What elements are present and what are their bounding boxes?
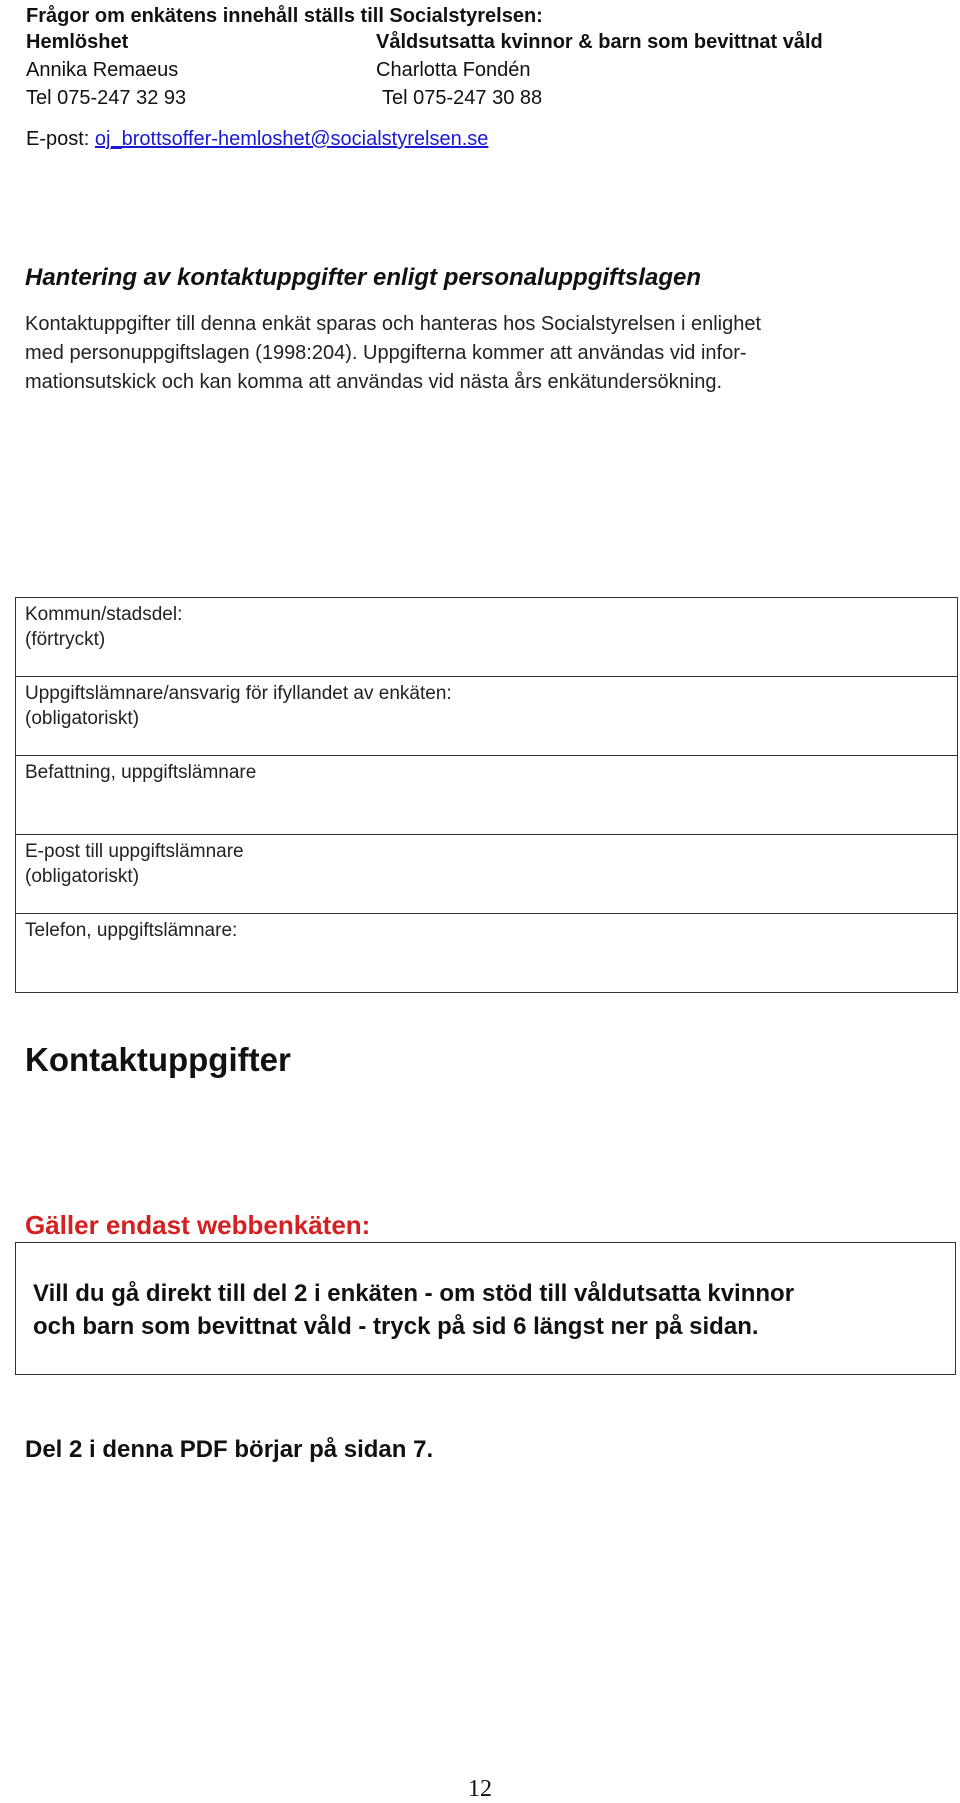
form-row[interactable] — [16, 598, 958, 677]
form-cell[interactable] — [16, 756, 958, 835]
contact-right-name: Charlotta Fondén — [376, 59, 531, 81]
contact-right-phone: Tel 075-247 30 88 — [382, 87, 543, 109]
part2-note: Del 2 i denna PDF börjar på sidan 7. — [25, 1436, 434, 1463]
email-row — [26, 126, 488, 152]
web-notice-line: Vill du gå direkt till del 2 i enkäten - om stöd till våldutsatta kvinnor — [33, 1280, 795, 1307]
form-field-label: Telefon, uppgiftslämnare: — [25, 920, 238, 941]
privacy-line: mationsutskick och kan komma att användas vid nästa års enkätundersökning. — [25, 371, 723, 393]
privacy-paragraph — [25, 310, 945, 397]
contact-left-phone: Tel 075-247 32 93 — [26, 87, 187, 109]
privacy-heading: Hantering av kontaktuppgifter enligt personaluppgiftslagen — [25, 264, 702, 291]
form-field-label: Uppgiftslämnare/ansvarig för ifyllandet av enkäten: — [25, 683, 452, 704]
form-field-label: Befattning, uppgiftslämnare — [25, 762, 257, 783]
form-cell[interactable] — [16, 835, 958, 914]
form-row[interactable] — [16, 677, 958, 756]
email-link[interactable]: oj_brottsoffer-hemloshet@socialstyrelsen.se — [94, 128, 489, 150]
form-cell[interactable] — [16, 677, 958, 756]
form-field-note: (obligatoriskt) — [25, 866, 140, 887]
form-cell[interactable] — [16, 914, 958, 993]
web-notice-box — [15, 1242, 956, 1375]
contact-right-area: Våldsutsatta kvinnor & barn som bevittnat våld — [376, 31, 823, 53]
section-title: Kontaktuppgifter — [25, 1041, 291, 1078]
form-field-label: E-post till uppgiftslämnare — [25, 841, 244, 862]
web-notice-line: och barn som bevittnat våld - tryck på sid 6 längst ner på sidan. — [33, 1313, 759, 1340]
contact-form-table — [15, 597, 958, 993]
privacy-line: Kontaktuppgifter till denna enkät sparas och hanteras hos Socialstyrelsen i enlighet — [25, 313, 762, 335]
email-label: E-post: — [26, 128, 90, 150]
contact-left-name: Annika Remaeus — [26, 59, 179, 81]
privacy-line: med personuppgiftslagen (1998:204). Uppgifterna kommer att användas vid infor- — [25, 342, 747, 364]
form-field-label: Kommun/stadsdel: — [25, 604, 183, 625]
web-notice-title: Gäller endast webbenkäten: — [25, 1210, 371, 1240]
contact-left-area: Hemlöshet — [26, 31, 129, 53]
form-field-note: (obligatoriskt) — [25, 708, 140, 729]
web-notice-text — [33, 1277, 938, 1343]
form-row[interactable] — [16, 835, 958, 914]
page-number: 12 — [468, 1776, 492, 1802]
form-row[interactable] — [16, 756, 958, 835]
form-cell[interactable] — [16, 598, 958, 677]
form-field-note: (förtryckt) — [25, 629, 106, 650]
contacts-intro: Frågor om enkätens innehåll ställs till Socialstyrelsen: — [26, 5, 543, 27]
form-row[interactable] — [16, 914, 958, 993]
